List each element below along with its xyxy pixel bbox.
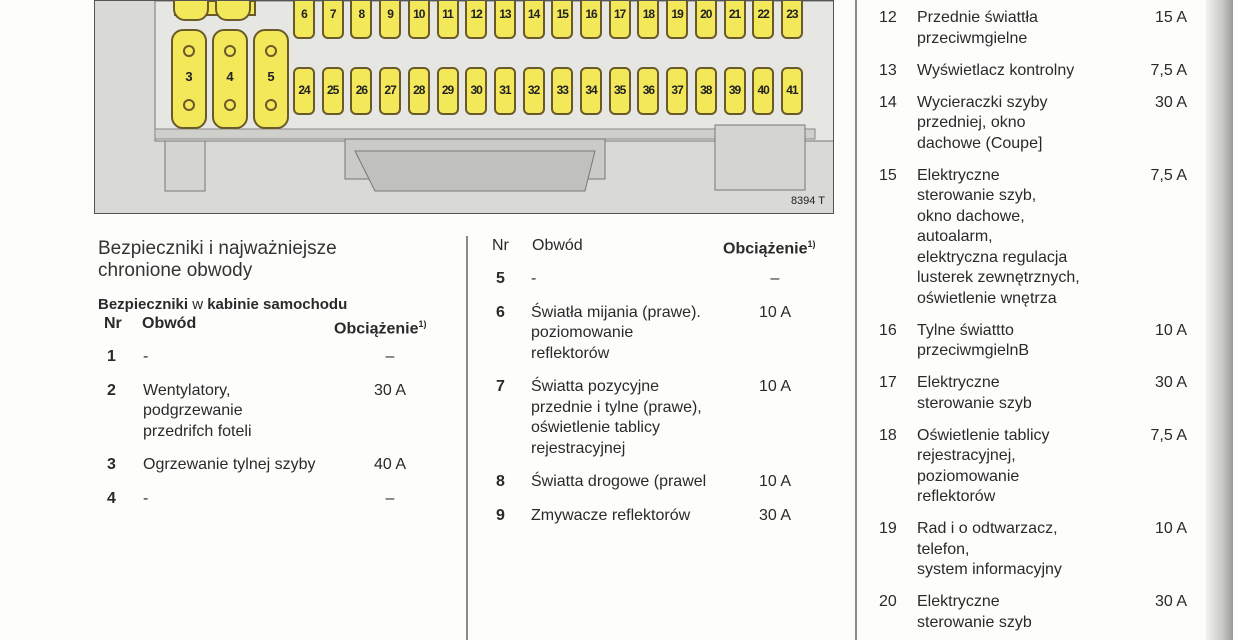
fuse-number: 33 [556,83,568,97]
fuse-number: 16 [585,7,597,21]
section-title-line2: chronione obwody [98,260,253,281]
fuse-number: 18 [642,7,655,21]
col1-header-load-sup: 1) [418,319,427,329]
col1-header-circuit: Obwód [142,315,197,332]
circuit-text: Ogrzewanie tylnej szyby [143,456,316,473]
fuse-number: 30 [470,83,482,97]
row-number: 5 [496,270,505,287]
circuit-text: elektryczna regulacja [917,248,1068,266]
circuit-text: rejestracyjnej, [917,447,1016,464]
fuse [551,67,573,115]
row-load: – [770,270,780,287]
circuit-text: Zmywacze reflektorów [531,506,691,524]
fuse [695,0,717,39]
fuse-number: 27 [384,83,396,97]
fuse-number: 14 [527,7,540,21]
row-load: – [385,348,395,365]
fuse [379,0,401,39]
row-load: 30 A [373,381,407,399]
fuse-number: 15 [556,7,568,21]
circuit-text: reflektorów [917,488,996,505]
fuse [523,67,545,115]
fuse-number: 39 [728,83,741,97]
row-number: 18 [879,426,897,444]
fuse-number: 35 [614,83,626,97]
row-load: 30 A [1154,374,1187,391]
large-fuse [171,29,207,129]
fuse-number: 20 [700,7,712,21]
fuse-number: 17 [614,7,626,21]
fuse-number: 40 [757,83,769,97]
row-load: 30 A [758,506,792,524]
fuse [752,67,774,115]
fuse [781,67,803,115]
circuit-text: Elektryczne [917,374,1000,391]
fuse-number: 9 [387,7,393,21]
large-fuse [212,29,248,129]
row-number: 1 [107,348,116,365]
fuse [523,0,545,39]
fuse-number: 22 [757,7,769,21]
fuse [609,0,631,39]
circuit-text: sterowanie szyb [917,394,1032,412]
fuse-number: 25 [327,83,339,97]
fuse [494,67,516,115]
circuit-text: Światła mijania (prawe). [531,303,701,321]
fuse-number: 13 [499,7,511,21]
circuit-text: oświetlenie tablicy [531,419,660,436]
circuit-text: Światta drogowe (prawel [531,473,707,490]
fuse [465,0,487,39]
fuse [666,0,688,39]
fuse-number: 11 [442,7,453,21]
subtitle-bold-c: kabinie samochodu [207,296,348,313]
fuse-number: 12 [470,7,482,21]
row-load: 10 A [1154,520,1187,537]
fuse [494,0,516,39]
circuit-text: system informacyjny [917,561,1062,578]
row-number: 2 [107,381,116,399]
subtitle-bold-a: Bezpieczniki [98,296,189,313]
circuit-text: przeciwmgielne [917,29,1028,47]
circuit-text: rejestracyjnej [531,439,626,457]
row-number: 8 [496,473,505,490]
circuit-text: dachowe (Coupe] [917,134,1043,152]
fuse [609,67,631,115]
fuse [322,67,344,115]
circuit-text: Wentylatory, [143,381,231,399]
circuit-text: - [143,348,149,365]
circuit-text: Elektryczne [917,593,1000,610]
subtitle-mid: w [188,296,208,313]
circuit-text: poziomowanie [531,324,634,341]
col1-header-load [334,314,427,340]
fuse [293,0,315,39]
fuse-number: 4 [226,69,234,84]
fuse-number: 8 [358,7,365,21]
fuse-number: 41 [786,83,798,97]
row-number: 9 [496,506,505,524]
fuse-terminal [265,99,277,111]
fuse-terminal [224,45,236,57]
row-number: 13 [879,61,897,79]
fuse-number: 19 [671,7,683,21]
circuit-text: reflektorów [531,344,610,362]
row-load: 10 A [758,378,792,395]
fuse [408,0,430,39]
circuit-text: Elektryczne [917,166,1000,184]
fuse-number: 6 [301,7,307,21]
row-load: 10 A [758,473,792,490]
fuse-number: 26 [355,83,368,97]
row-load: 10 A [1154,321,1187,339]
fuse-number: 5 [267,69,275,84]
fuse-terminal [183,99,195,111]
row-load: 30 A [1154,93,1187,111]
large-fuse-partial [173,0,209,21]
fuse [465,67,487,115]
fuse [637,0,659,39]
col2-header-load-sup: 1) [807,239,816,249]
fuse [437,67,459,115]
circuit-text: telefon, [917,540,970,558]
circuit-text: Wyświetlacz kontrolny [917,61,1075,79]
circuit-text: sterowanie szyb, [917,187,1037,204]
fuse-number: 3 [185,69,193,84]
circuit-text: Rad i o odtwarzacz, [917,520,1058,537]
fuse [437,0,459,39]
fuse [666,67,688,115]
row-number: 15 [879,166,897,184]
fuse [724,67,746,115]
row-number: 20 [879,593,897,610]
row-load: 40 A [373,456,407,473]
row-load: 15 A [1154,9,1187,26]
large-fuse-partial [215,0,251,21]
fuse-terminal [265,45,277,57]
fuse-number: 31 [499,83,511,97]
circuit-text: autoalarm, [917,228,993,245]
col2-header-nr: Nr [492,237,509,254]
row-load: 30 A [1154,593,1187,610]
row-load: 7,5 A [1150,426,1187,444]
circuit-text: Przednie świattła [917,9,1038,26]
fuse [580,67,602,115]
fuse-number: 36 [642,83,655,97]
circuit-text: Tylne świattto [917,321,1014,339]
fuse-number: 34 [585,83,597,97]
col2-header-load-text: Obciążenie [723,240,808,258]
row-number: 12 [879,9,897,26]
fuse [379,67,401,115]
fuse [293,67,315,115]
fuse [724,0,746,39]
row-number: 3 [107,456,116,473]
fuse-number: 38 [700,83,712,97]
section-title-line1: Bezpieczniki i najważniejsze [98,238,337,259]
circuit-text: Oświetlenie tablicy [917,426,1050,444]
fuse [580,0,602,39]
figure-code: 8394 T [790,195,825,207]
fuse-number: 24 [298,83,310,97]
circuit-text: okno dachowe, [917,207,1025,225]
row-number: 19 [879,520,897,537]
fuse [637,67,659,115]
row-load: 7,5 A [1150,61,1187,79]
row-number: 17 [879,374,897,391]
page-edge-shadow [1206,0,1233,640]
row-number: 16 [879,321,897,339]
row-number: 6 [496,303,505,321]
column-divider-2 [855,0,857,640]
circuit-text: - [531,270,537,287]
fuse-terminal [183,45,195,57]
fuse-number: 21 [728,7,741,21]
circuit-text: przednie i tylne (prawe), [531,398,702,416]
large-fuse [253,29,289,129]
fuse-number: 32 [527,83,540,97]
fuse [322,0,344,39]
fuse [350,67,372,115]
section-subtitle [98,295,347,316]
circuit-text: - [143,489,149,507]
circuit-text: Wycieraczki szyby [917,93,1048,111]
fuse [350,0,372,39]
circuit-text: lusterek zewnętrznych, [917,269,1080,286]
fuse-terminal [224,99,236,111]
row-number: 14 [879,93,897,111]
circuit-text: przedrifch foteli [143,422,252,440]
col1-header-load-text: Obciążenie [334,320,419,338]
fuse-number: 7 [329,7,336,21]
fuse [781,0,803,39]
row-number: 7 [496,378,505,395]
fuse-number: 29 [441,83,454,97]
fuse [695,67,717,115]
circuit-text: Światta pozycyjne [531,378,660,395]
column-divider-1 [466,236,468,640]
circuit-text: oświetlenie wnętrza [917,289,1057,307]
row-number: 4 [107,489,116,507]
fuse-number: 10 [413,7,425,21]
fuse-box-figure [94,0,834,214]
circuit-text: poziomowanie [917,467,1020,485]
row-load: – [385,489,395,507]
fuse [551,0,573,39]
col2-header-load [723,234,816,260]
row-load: 10 A [758,303,792,321]
circuit-text: przeciwmgielnB [917,342,1030,359]
col1-header-nr: Nr [104,315,122,332]
fuse [408,67,430,115]
fuse-number: 23 [786,7,798,21]
fuse-number: 37 [671,83,683,97]
row-load: 7,5 A [1150,166,1187,184]
fuse-number: 28 [413,83,425,97]
circuit-text: przedniej, okno [917,114,1026,131]
circuit-text: sterowanie szyb [917,613,1032,631]
circuit-text: podgrzewanie [143,402,243,419]
col2-header-circuit: Obwód [532,237,583,254]
fuse [752,0,774,39]
